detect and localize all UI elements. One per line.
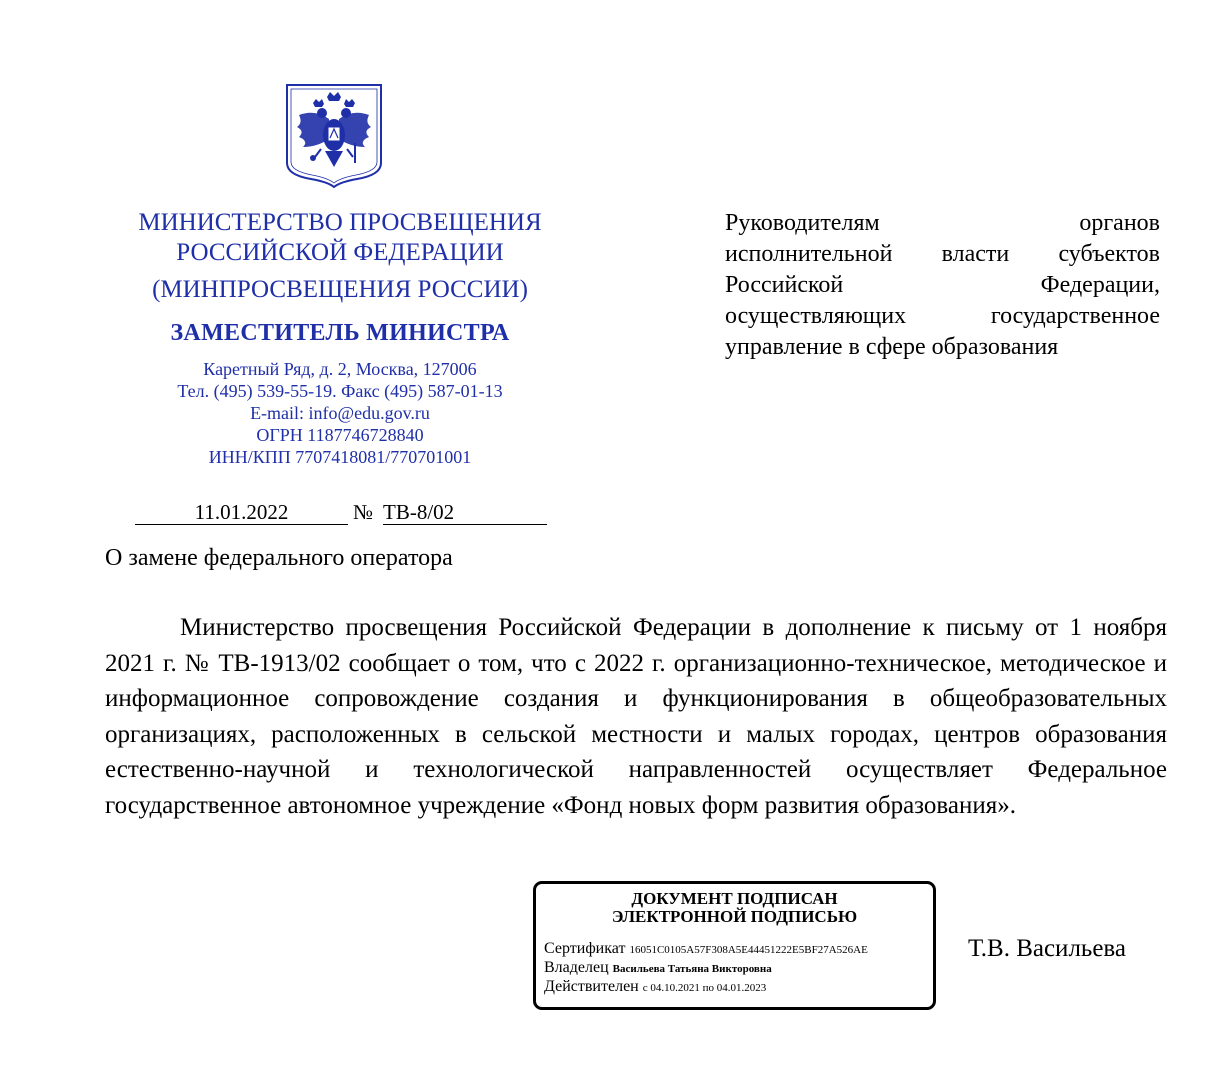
number-sign: № (353, 500, 374, 524)
deputy-minister-title: ЗАМЕСТИТЕЛЬ МИНИСТРА (170, 320, 510, 346)
stamp-title-line-1: ДОКУМЕНТ ПОДПИСАН (631, 889, 838, 908)
addressee-line: осуществляющих государственное (725, 303, 1160, 329)
document-number: ТВ-8/02 (383, 500, 547, 525)
addressee-line: Российской Федерации, (725, 272, 1160, 298)
signer-name: Т.В. Васильева (968, 935, 1126, 962)
ministry-name-line-1: МИНИСТЕРСТВО ПРОСВЕЩЕНИЯ (138, 209, 542, 236)
letter-body: Министерство просвещения Российской Федерации в дополнение к письму от 1 ноября 2021 г. № ТВ-1913/02 сообщает о том, что с 2022 г. организационно-техническое, методическое и информационное сопровождение создания и функционирования в общеобразовательных организациях, расположенных в сельской местности и малых городах, центров образования естественно-научной и технологической направленностей осуществляет Федеральное государственное автономное учреждение «Фонд новых форм развития образования». (105, 614, 1167, 819)
stamp-title (536, 890, 933, 926)
certificate-value: 16051C0105A57F308A5E44451222E5BF27A526AE (629, 944, 868, 956)
stamp-owner-row (544, 959, 772, 978)
emblem (285, 83, 383, 189)
addressee-line: управление в сфере образования (725, 334, 1059, 360)
validity-label: Действителен (544, 978, 639, 995)
inn-kpp: ИНН/КПП 7707418081/770701001 (208, 447, 472, 467)
ministry-short-name: (МИНПРОСВЕЩЕНИЯ РОССИИ) (152, 276, 528, 303)
letter-subject: О замене федерального оператора (105, 545, 453, 571)
stamp-validity-row (544, 978, 766, 997)
email: E-mail: info@edu.gov.ru (250, 403, 430, 423)
ogrn: ОГРН 1187746728840 (256, 425, 424, 445)
address: Каретный Ряд, д. 2, Москва, 127006 (203, 359, 477, 379)
ministry-header (110, 208, 570, 468)
electronic-signature-stamp (533, 881, 936, 1010)
phone-fax: Тел. (495) 539-55-19. Факс (495) 587-01-13 (177, 381, 503, 401)
addressee-line: исполнительной власти субъектов (725, 241, 1160, 267)
addressee-line: Руководителям органов (725, 210, 1160, 236)
ministry-contacts (110, 358, 570, 468)
owner-label: Владелец (544, 959, 609, 976)
document-date: 11.01.2022 (135, 500, 348, 525)
certificate-label: Сертификат (544, 940, 626, 957)
ministry-name-line-2: РОССИЙСКОЙ ФЕДЕРАЦИИ (176, 239, 504, 266)
owner-value: Васильева Татьяна Викторовна (612, 963, 772, 975)
stamp-title-line-2: ЭЛЕКТРОННОЙ ПОДПИСЬЮ (611, 907, 858, 926)
addressee (725, 208, 1160, 363)
stamp-certificate-row (544, 940, 868, 959)
russian-coat-of-arms-icon (285, 83, 383, 189)
validity-value: с 04.10.2021 по 04.01.2023 (642, 982, 767, 994)
